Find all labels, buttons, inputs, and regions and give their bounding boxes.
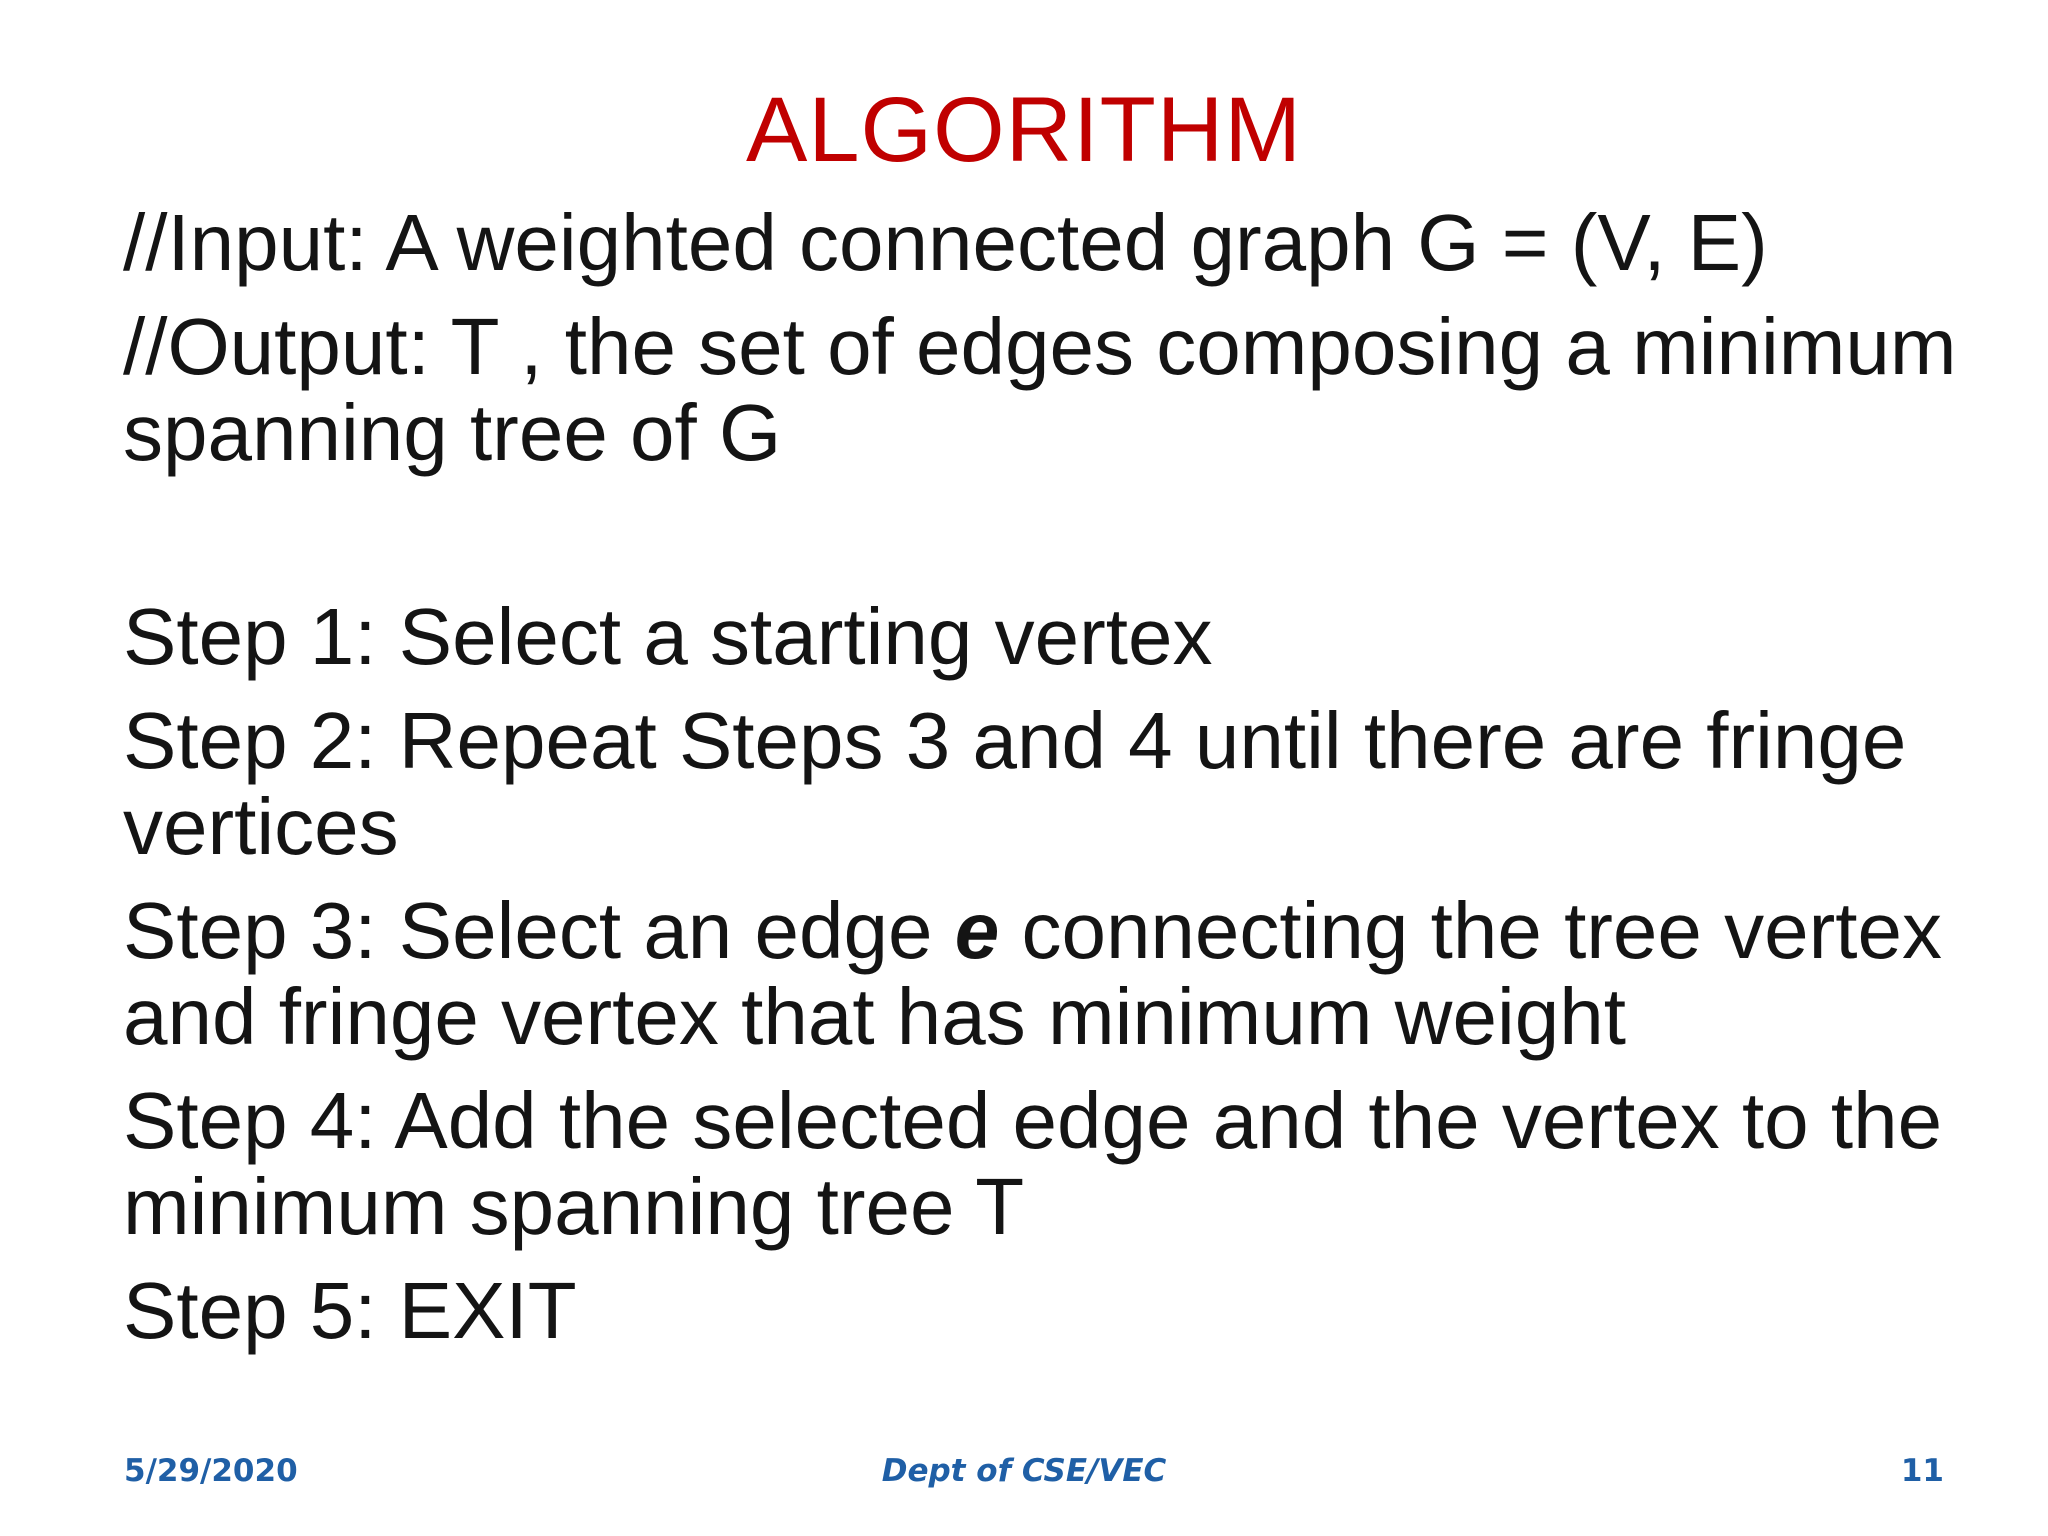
step-2: Step 2: Repeat Steps 3 and 4 until there are fringe vertices (123, 696, 1907, 871)
step-1: Step 1: Select a starting vertex (123, 592, 1213, 681)
step-5: Step 5: EXIT (123, 1266, 577, 1355)
step-3-text-after: connecting the tree vertex and fringe vertex that has minimum weight (123, 886, 1942, 1061)
slide-title: ALGORITHM (746, 79, 1302, 181)
input-line: //Input: A weighted connected graph G = (V, E) (123, 198, 1768, 287)
footer-page-number: 11 (1900, 1453, 1944, 1489)
step-3 (123, 888, 2003, 1060)
footer-date: 5/29/2020 (124, 1453, 298, 1489)
step-3-keyword: e (954, 886, 1000, 975)
step-3-text-before: Step 3: Select an edge (123, 886, 955, 975)
slide-body (123, 200, 2003, 1354)
footer-department: Dept of CSE/VEC (881, 1453, 1167, 1489)
output-line: //Output: T , the set of edges composing a minimum spanning tree of G (123, 302, 1957, 477)
step-4: Step 4: Add the selected edge and the vertex to the minimum spanning tree T (123, 1076, 1943, 1251)
